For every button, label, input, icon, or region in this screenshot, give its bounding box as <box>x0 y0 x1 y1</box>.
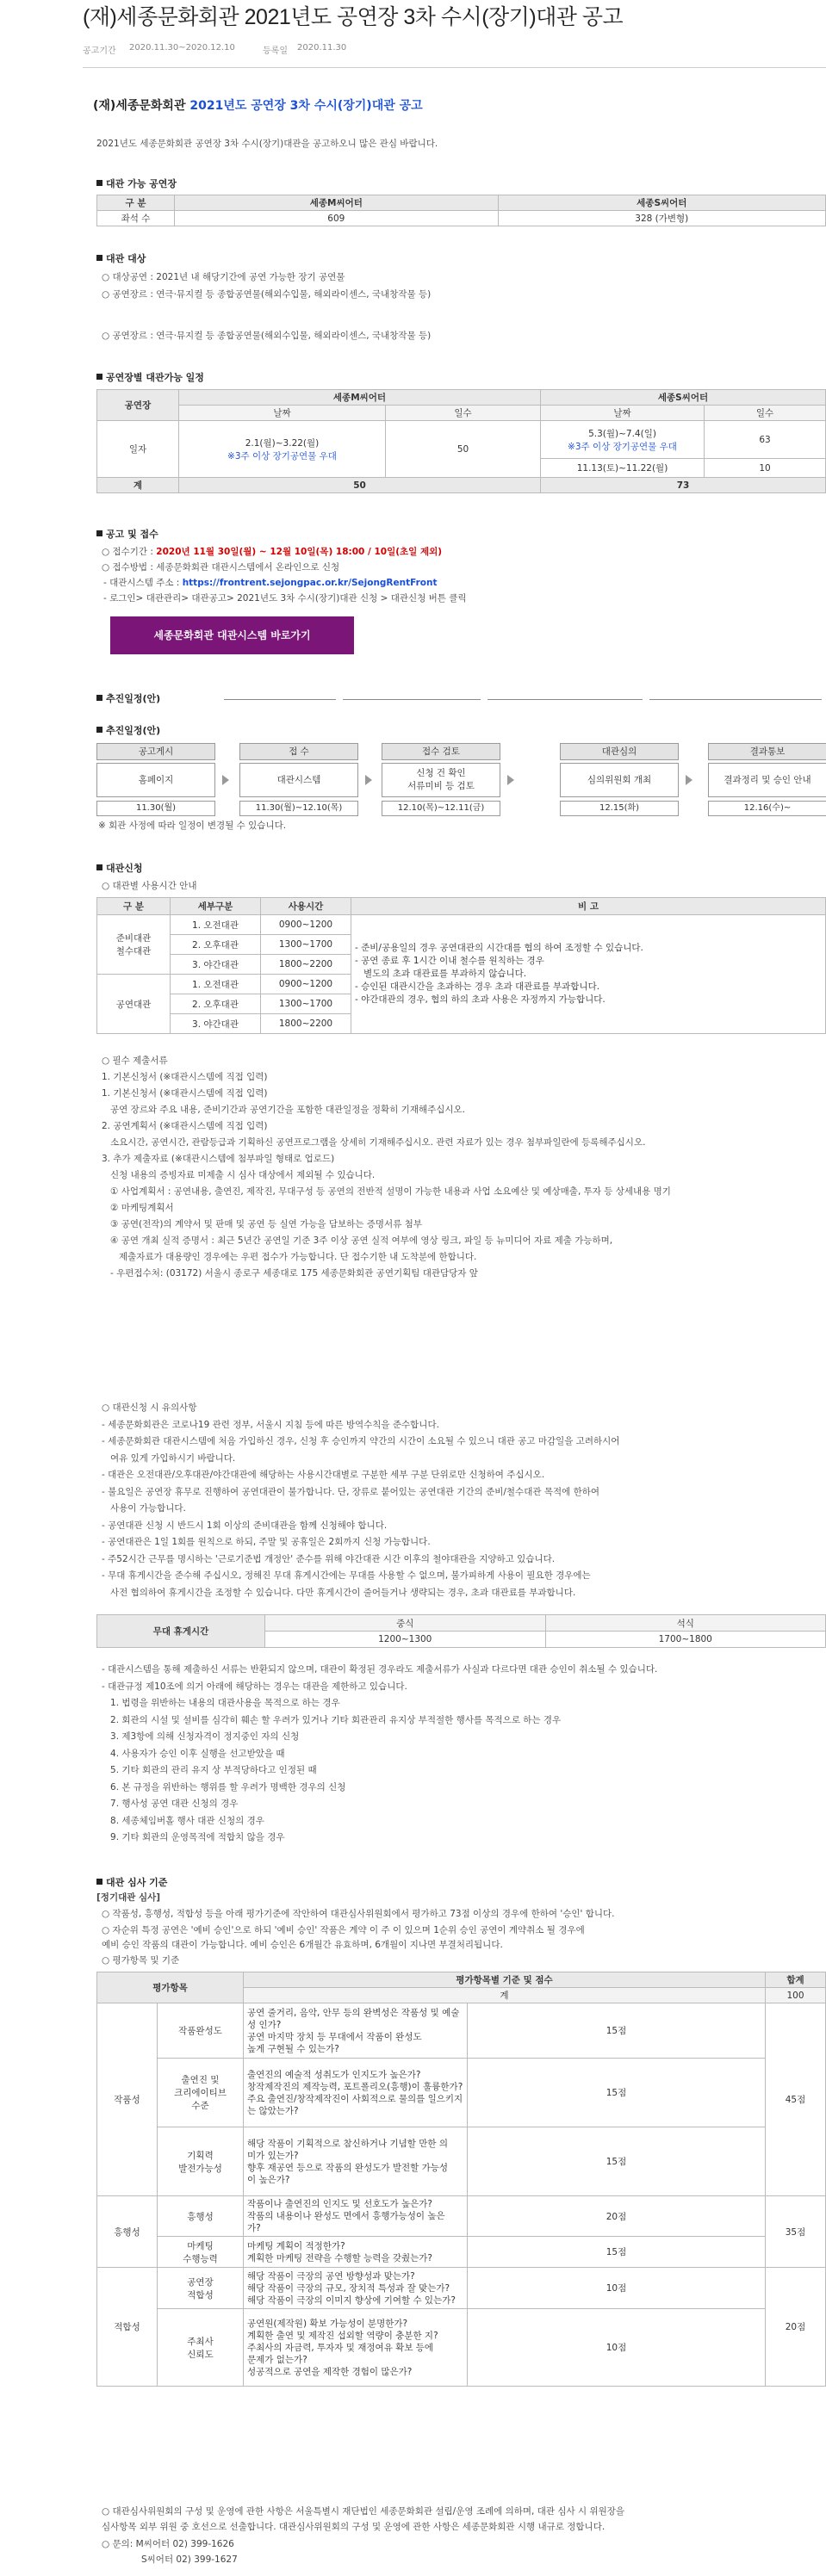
text-line: - 대관시스템을 통해 제출하신 서류는 반환되지 않으며, 대관이 확정된 경우라도 제출서류가 사실과 다르다면 대관 승인이 취소될 수 있습니다. <box>102 1664 658 1675</box>
section-apply: 대관신청 <box>96 861 143 875</box>
table-cell: 날짜 <box>541 406 705 421</box>
criteria-line-3: ○ 평가항목 및 기준 <box>102 1955 180 1966</box>
table-cell: 1300~1700 <box>261 935 351 955</box>
text-line: 6. 본 규정을 위반하는 행위를 할 우려가 명백한 경우의 신청 <box>102 1781 346 1793</box>
text-line: ○ 대관신청 시 유의사항 <box>102 1403 197 1413</box>
apply-sub: ○ 대관별 사용시간 안내 <box>102 881 197 891</box>
section-target: 대관 대상 <box>96 251 146 265</box>
criteria-desc: 작품이나 출연진의 인지도 및 선호도가 높은가? 작품의 내용이나 완성도 면에서 흥행가능성이 높은 가? <box>244 2196 468 2237</box>
flow-step-body: 심의위원회 개최 <box>560 763 679 797</box>
table-cell: 평가항목별 기준 및 점수 <box>244 1972 766 1988</box>
section-plan-1: 추진일정(안) <box>96 691 160 705</box>
flow-step-date: 11.30(월) <box>96 801 215 816</box>
table-cell: 중식 <box>265 1615 546 1632</box>
table-cell: 준비대관 철수대관 <box>97 915 171 975</box>
table-cell: 세종S씨어터 <box>541 390 826 406</box>
table-cell: 1. 오전대관 <box>171 915 261 935</box>
table-cell: 계 <box>244 1988 766 2003</box>
period-value: 2020.11.30~2020.12.10 <box>129 43 235 53</box>
criteria-score: 15점 <box>468 2059 766 2127</box>
flow-step-header: 공고게시 <box>96 743 215 760</box>
table-cell: 0900~1200 <box>261 975 351 994</box>
flow-step-date: 12.16(수)~ <box>708 801 826 816</box>
table-cell: 평가항목 <box>97 1972 244 2003</box>
table-cell: 1. 오전대관 <box>171 975 261 994</box>
footer-contact-s: S씨어터 02) 399-1627 <box>141 2554 238 2565</box>
flow-step-body: 신청 건 확인 서류미비 등 검토 <box>382 763 500 797</box>
criteria-desc: 해당 작품이 기획적으로 참신하거나 기념할 만한 의 미가 있는가? 향후 재공연 등으로 작품의 완성도가 발전할 가능성 이 높은가? <box>244 2127 468 2196</box>
text-line: ③ 공연(전작)의 계약서 및 판매 및 공연 등 실연 가능을 담보하는 증명서류 첨부 <box>102 1219 422 1229</box>
criteria-table <box>96 1972 826 2387</box>
table-cell: 63 <box>705 421 826 459</box>
table-cell: 2. 오후대관 <box>171 994 261 1014</box>
text-line: ② 마케팅계획서 <box>102 1203 174 1213</box>
text-line: 5. 기타 회관의 관리 유지 상 부적당하다고 인정된 때 <box>102 1765 317 1775</box>
arrow-icon <box>686 775 692 785</box>
usage-time-table <box>96 897 826 1034</box>
text-line: ○ 필수 제출서류 <box>102 1056 168 1066</box>
footer-line-1b: 심사항목 외부 위원 중 호선으로 선출합니다. 대관심사위원회의 구성 및 운영에 관한 사항은 세종문화회관 시행 내규로 정합니다. <box>102 2522 606 2532</box>
criteria-sub: 공연장 적합성 <box>158 2268 244 2309</box>
criteria-score: 15점 <box>468 2003 766 2059</box>
text-line: - 불요일은 공연장 휴무로 진행하여 공연대관이 불가합니다. 단, 장류로 붙어있는 공연대관 기간의 준비/철수대관 목적에 한하여 <box>102 1486 600 1497</box>
criteria-line-1: ○ 작품성, 흥행성, 적합성 등을 아래 평가기준에 작안하여 대관심사위원회에서 평가하고 73점 이상의 경우에 한하여 '승인' 합니다. <box>102 1909 615 1919</box>
criteria-score: 15점 <box>468 2237 766 2268</box>
text-line: 2. 회관의 시설 및 설비를 심각히 훼손 할 우려가 있거나 기타 회관관리 유지상 부적절한 행사를 목적으로 하는 경우 <box>102 1714 562 1725</box>
table-cell: 100 <box>766 1988 826 2003</box>
table-cell: 1700~1800 <box>545 1632 826 1648</box>
criteria-category: 흥행성 <box>97 2196 158 2268</box>
table-cell: 73 <box>541 478 826 493</box>
text-line: 8. 세종체임버홀 행사 대관 신청의 경우 <box>102 1815 264 1826</box>
text-line: 3. 추가 제출자료 (※대관시스템에 첨부파일 형태로 업로드) <box>102 1154 335 1164</box>
text-line: - 대관규정 제10조에 의거 아래에 해당하는 경우는 대관을 제한하고 있습니다. <box>102 1681 407 1692</box>
criteria-desc: 해당 작품이 극장의 공연 방향성과 맞는가? 해당 작품이 극장의 규모, 장치적 특성과 잘 맞는가? 해당 작품이 극장의 이미지 향상에 기여할 수 있는가? <box>244 2268 468 2309</box>
notice-method: ○ 접수방법 : 세종문화회관 대관시스템에서 온라인으로 신청 <box>102 562 340 573</box>
table-cell: 계 <box>97 478 179 493</box>
target-line-1: ○ 대상공연 : 2021년 내 해당기간에 공연 가능한 장기 공연물 <box>102 272 345 282</box>
criteria-desc: 마케팅 계획이 적정한가? 계획한 마케팅 전략을 수행할 능력을 갖췄는가? <box>244 2237 468 2268</box>
divider <box>224 699 336 700</box>
criteria-total: 45점 <box>766 2003 826 2196</box>
text-line: 사전 협의하여 휴게시간을 조정할 수 있습니다. 다만 휴게시간이 줄어들거나 생략되는 경우, 초과 대관료를 부과합니다. <box>102 1587 576 1598</box>
table-cell: 5.3(월)~7.4(일) ※3주 이상 장기공연물 우대 <box>541 421 705 459</box>
footer-contact-m: ○ 문의: M씨어터 02) 399-1626 <box>102 2539 234 2549</box>
table-cell: 1200~1300 <box>265 1632 546 1648</box>
arrow-icon <box>365 775 372 785</box>
reg-date: 2020.11.30 <box>297 43 347 53</box>
text-line: - 세종문화회관 대관시스템에 처음 가입하신 경우, 신청 후 승인까지 약간의 시간이 소요될 수 있으니 대관 공고 마감일을 고려하시어 <box>102 1436 620 1446</box>
doc-title <box>93 96 423 114</box>
divider <box>488 699 643 700</box>
criteria-sub: 흥행성 <box>158 2196 244 2237</box>
venue-table <box>96 195 826 226</box>
table-cell: 1300~1700 <box>261 994 351 1014</box>
reg-label: 등록일 <box>263 46 288 56</box>
text-line: - 공연대관 신청 시 반드시 1회 이상의 준비대관을 함께 신청해야 합니다. <box>102 1520 388 1531</box>
text-line: - 대관은 오전대관/오후대관/야간대관에 해당하는 사용시간대별로 구분한 세부 구분 단위로만 신청하여 주십시오. <box>102 1470 545 1480</box>
text-line: 제출자료가 대용량인 경우에는 우편 접수가 가능합니다. 단 접수기한 내 도착분에 한합니다. <box>102 1252 477 1262</box>
target-line-3: ○ 공연장르 : 연극·뮤지컬 등 종합공연물(해외수입물, 해외라이센스, 국내창작물 등) <box>102 331 432 341</box>
table-cell: 세종M씨어터 <box>179 390 541 406</box>
flow-step-date: 11.30(월)~12.10(목) <box>239 801 358 816</box>
table-cell: 세부구분 <box>171 898 261 915</box>
table-cell: 1800~2200 <box>261 955 351 975</box>
target-line-2: ○ 공연장르 : 연극·뮤지컬 등 종합공연물(해외수입물, 해외라이센스, 국내창작물 등) <box>102 289 432 300</box>
text-line: ④ 공연 개최 실적 증명서 : 최근 5년간 공연일 기준 3주 이상 공연 실적 여부에 영상 링크, 파일 등 뉴미디어 자료 제출 가능하며, <box>102 1235 613 1246</box>
table-cell: 609 <box>175 211 499 226</box>
section-criteria: 대관 심사 기준 <box>96 1875 167 1889</box>
criteria-sub: 출연진 및 크리에이티브 수준 <box>158 2059 244 2127</box>
divider <box>649 699 822 700</box>
notice-url: - 대관시스템 주소 : https://frontrent.sejongpac.or.kr/SejongRentFront <box>103 578 438 588</box>
criteria-sub: 기획력 발전가능성 <box>158 2127 244 2196</box>
section-notice: 공고 및 접수 <box>96 527 158 541</box>
footer-line-1: ○ 대관심사위원회의 구성 및 운영에 관한 사항은 서울특별시 재단법인 세종문화회관 설립/운영 조례에 의하며, 대관 심사 시 위원장을 <box>102 2506 625 2517</box>
criteria-score: 20점 <box>468 2196 766 2237</box>
section-venues: 대관 가능 공연장 <box>96 176 177 190</box>
table-cell: 합계 <box>766 1972 826 1988</box>
criteria-score: 15점 <box>468 2127 766 2196</box>
doc-title-prefix: (재)세종문화회관 <box>93 99 186 113</box>
criteria-line-2b: 예비 승인 작품의 대관이 가능합니다. 예비 승인은 6개월간 유효하며, 6개월이 지나면 부결처리됩니다. <box>102 1940 503 1950</box>
table-cell: 3. 야간대관 <box>171 955 261 975</box>
criteria-desc: 출연진의 예술적 성취도가 인지도가 높은가? 창작제작진의 제작능력, 포트폴리오(흥행)이 훌륭한가? 주요 출연진/창작제작진이 사회적으로 물의를 일으키지는 않았는가? <box>244 2059 468 2127</box>
table-cell: 좌석 수 <box>97 211 175 226</box>
flow-step-date: 12.15(화) <box>560 801 679 816</box>
divider <box>343 699 481 700</box>
arrow-icon <box>222 775 229 785</box>
rent-system-link[interactable]: https://frontrent.sejongpac.or.kr/SejongRentFront <box>182 578 438 588</box>
text-line: 소요시간, 공연시간, 관람등급과 기획하신 공연프로그램을 상세히 기재해주십시오. 관련 자료가 있는 경우 첨부파일란에 등록해주십시오. <box>102 1137 646 1148</box>
table-cell: - 준비/공용일의 경우 공연대관의 시간대를 협의 하여 조정할 수 있습니다. - 공연 종료 후 1시간 이내 철수를 원칙하는 경우 별도의 초과 대관료를 부과하지 않습니다. - 승인된 대관시간을 초과하는 경우 초과 대관료를 부과합니다. - 야간대관의 경우, 협의 하의 초과 사용은 자정까지 가능합니다. <box>351 915 826 1034</box>
criteria-line-2: ○ 자순위 특정 공연은 '예비 승인'으로 하되 '예비 승인' 작품은 계약 이 주 이 있으며 1순위 승인 공연이 계약취소 될 경우에 <box>102 1925 585 1935</box>
table-cell: 비 고 <box>351 898 826 915</box>
table-cell: 10 <box>705 459 826 478</box>
table-cell: 일수 <box>705 406 826 421</box>
doc-title-blue: 2021년도 공연장 3차 수시(장기)대관 공고 <box>189 99 423 113</box>
table-cell: 구 분 <box>97 195 175 211</box>
flow-step-body: 대관시스템 <box>239 763 358 797</box>
criteria-score: 10점 <box>468 2309 766 2387</box>
notice-period: ○ 접수기간 : 2020년 11월 30일(월) ~ 12월 10일(목) 18:00 / 10일(초일 제외) <box>102 547 443 557</box>
table-cell: 석식 <box>545 1615 826 1632</box>
criteria-sub: 작품완성도 <box>158 2003 244 2059</box>
table-cell: 무대 휴게시간 <box>97 1615 265 1648</box>
period-label: 공고기간 <box>83 46 116 56</box>
table-cell: 1800~2200 <box>261 1014 351 1034</box>
text-line: ① 사업계획서 : 공연내용, 출연진, 제작진, 무대구성 등 공연의 전반적 설명이 가능한 내용과 사업 소요예산 및 예상매출, 투자 등 상세내용 명기 <box>102 1186 671 1197</box>
text-line: 2. 공연계획서 (※대관시스템에 직접 입력) <box>102 1121 268 1131</box>
section-plan-2: 추진일정(안) <box>96 723 160 737</box>
table-cell: 50 <box>179 478 541 493</box>
text-line: 9. 기타 회관의 운영목적에 적합치 않을 경우 <box>102 1832 285 1842</box>
table-cell: 구 분 <box>97 898 171 915</box>
intro-text: 2021년도 세종문화회관 공연장 3차 수시(장기)대관을 공고하오니 많은 관심 바랍니다. <box>96 139 438 149</box>
text-line: 1. 기본신청서 (※대관시스템에 직접 입력) <box>102 1088 268 1099</box>
criteria-category: 작품성 <box>97 2003 158 2196</box>
criteria-total: 20점 <box>766 2268 826 2387</box>
section-schedule: 공연장별 대관가능 일정 <box>96 370 204 384</box>
table-cell: 공연대관 <box>97 975 171 1034</box>
text-line: - 세종문화회관은 코로나19 관련 정부, 서울시 지침 등에 따른 방역수칙을 준수합니다. <box>102 1419 439 1430</box>
text-line: 1. 법령을 위반하는 내용의 대관사용을 목적으로 하는 경우 <box>102 1698 340 1708</box>
table-cell: 일수 <box>386 406 541 421</box>
text-line: 3. 제3항에 의해 신청자격이 정지중인 자의 신청 <box>102 1731 300 1742</box>
table-cell: 공연장 <box>97 390 179 421</box>
notice-path: - 로그인> 대관관리> 대관공고> 2021년도 3차 수시(장기)대관 신청 > 대관신청 버튼 클릭 <box>103 593 467 604</box>
table-cell: 세종M씨어터 <box>175 195 499 211</box>
text-line: 7. 행사성 공연 대관 신청의 경우 <box>102 1799 239 1809</box>
table-cell: 0900~1200 <box>261 915 351 935</box>
criteria-total: 35점 <box>766 2196 826 2268</box>
text-line: 공연 장르와 주요 내용, 준비기간과 공연기간을 포함한 대관일정을 정확히 기재해주십시오. <box>102 1105 466 1115</box>
rest-time-table <box>96 1614 826 1648</box>
text-line: - 공연대관은 1일 1회를 원칙으로 하되, 주말 및 공휴일은 2회까지 신청 가능합니다. <box>102 1537 431 1547</box>
table-cell: 2. 오후대관 <box>171 935 261 955</box>
flow-step-header: 대관심의 <box>560 743 679 760</box>
flow-step-date: 12.10(목)~12.11(금) <box>382 801 500 816</box>
criteria-score: 10점 <box>468 2268 766 2309</box>
divider <box>83 67 826 68</box>
criteria-desc: 공연원(제작원) 확보 가능성이 분명한가? 계획한 출연 및 제작진 섭외할 역량이 충분한 지? 주최사의 자금력, 투자자 및 재정여유 확보 등에 문제가 없는가? 성공적으로 공연을 제작한 경험이 많은가? <box>244 2309 468 2387</box>
flow-step-body: 결과정리 및 승인 안내 <box>708 763 826 797</box>
table-cell: 날짜 <box>179 406 386 421</box>
criteria-category: 적합성 <box>97 2268 158 2387</box>
flow-step-body: 홈페이지 <box>96 763 215 797</box>
table-cell: 사용시간 <box>261 898 351 915</box>
text-line: 사용이 가능합니다. <box>102 1503 186 1514</box>
text-line: - 우편접수처: (03172) 서울시 종로구 세종대로 175 세종문화회관 공연기획팀 대관담당자 앞 <box>102 1268 478 1279</box>
flow-step-header: 접수 검토 <box>382 743 500 760</box>
criteria-desc: 공연 줄거리, 음악, 안무 등의 완벽성은 작품성 및 예술성 인가? 공연 마지막 장치 등 무대에서 작품이 완성도 높게 구현될 수 있는가? <box>244 2003 468 2059</box>
table-cell: 2.1(월)~3.22(월) ※3주 이상 장기공연물 우대 <box>179 421 386 478</box>
text-line: - 무대 휴게시간을 준수해 주십시오, 정해진 무대 휴게시간에는 무대를 사용할 수 없으며, 불가피하게 사용이 필요한 경우에는 <box>102 1570 591 1581</box>
criteria-sub: 마케팅 수행능력 <box>158 2237 244 2268</box>
arrow-icon <box>507 775 514 785</box>
text-line: 여유 있게 가입하시기 바랍니다. <box>102 1452 236 1464</box>
text-line: - 주52시간 근무를 명시하는 '근로기준법 개정안' 준수를 위해 야간대관 시간 이후의 철야대관을 지양하고 있습니다. <box>102 1553 556 1564</box>
table-cell: 50 <box>386 421 541 478</box>
flow-step-header: 접 수 <box>239 743 358 760</box>
table-cell: 일자 <box>97 421 179 478</box>
table-cell: 11.13(토)~11.22(월) <box>541 459 705 478</box>
rent-system-button[interactable]: 세종문화회관 대관시스템 바로가기 <box>110 616 354 654</box>
criteria-sub: 주최사 신뢰도 <box>158 2309 244 2387</box>
text-line: 신청 내용의 증빙자료 미제출 시 심사 대상에서 제외될 수 있습니다. <box>102 1170 376 1180</box>
schedule-table <box>96 389 826 493</box>
text-line: 1. 기본신청서 (※대관시스템에 직접 입력) <box>102 1072 268 1082</box>
table-cell: 3. 야간대관 <box>171 1014 261 1034</box>
text-line: 4. 사용자가 승인 이후 실행을 선고받았을 때 <box>102 1748 285 1759</box>
criteria-sub: [정기대관 심사] <box>96 1892 161 1903</box>
table-cell: 328 (가변형) <box>498 211 825 226</box>
schedule-note: ※ 회관 사정에 따라 일정이 변경될 수 있습니다. <box>98 820 287 831</box>
flow-step-header: 결과통보 <box>708 743 826 760</box>
table-cell: 세종S씨어터 <box>498 195 825 211</box>
page-title: (재)세종문화회관 2021년도 공연장 3차 수시(장기)대관 공고 <box>83 5 624 29</box>
